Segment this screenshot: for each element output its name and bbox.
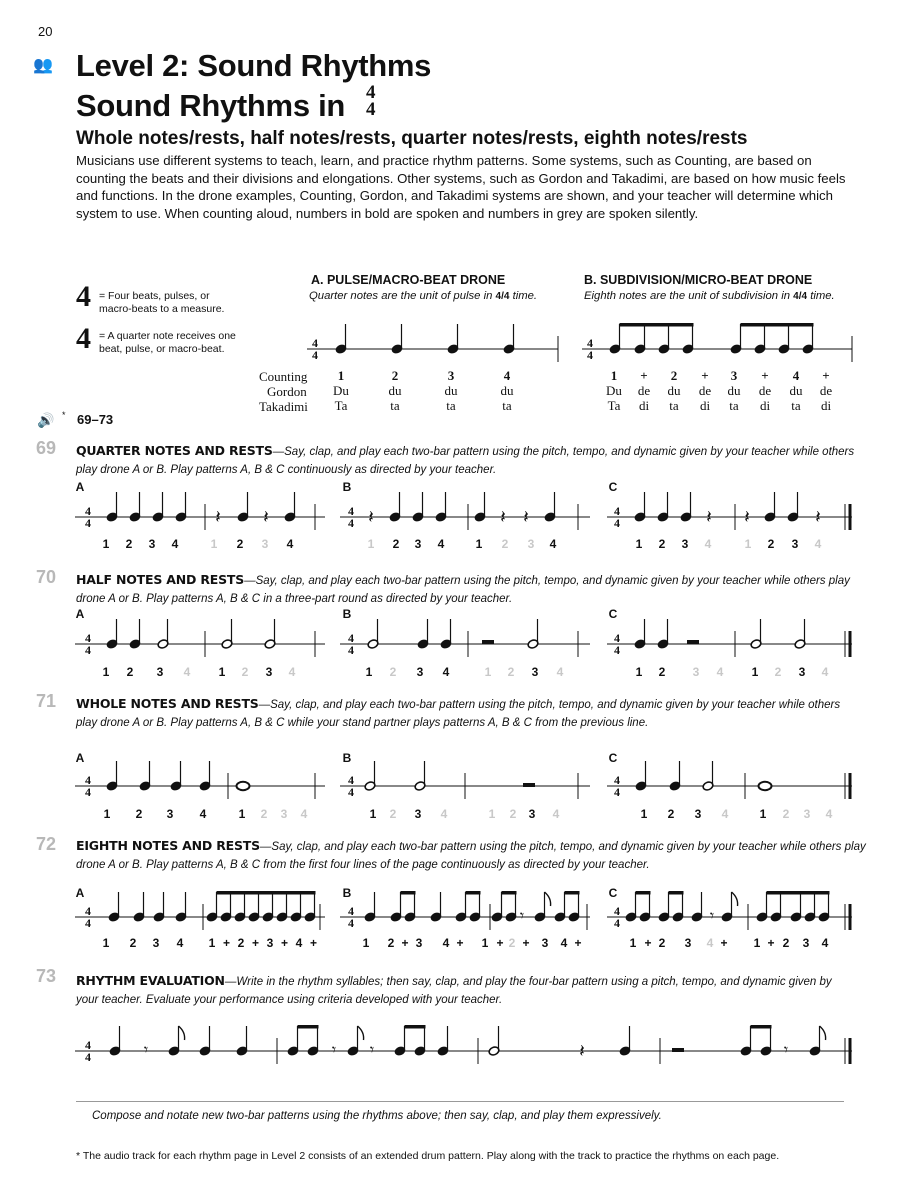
count-label: 3 — [692, 665, 700, 679]
ensemble-icon: 👥 — [33, 57, 53, 74]
drone-b-takadimi: ta — [669, 398, 679, 413]
quarter-rest: 𝄽 — [368, 507, 374, 528]
count-label: 2 — [241, 665, 249, 679]
page-title: Level 2: Sound Rhythms — [76, 48, 432, 83]
count-label: + — [456, 936, 464, 950]
eighth-rest: 𝄾 — [709, 906, 715, 925]
count-label: 1 — [759, 807, 767, 821]
drone-a-count: 3 — [447, 368, 455, 383]
count-label: 2 — [135, 807, 143, 821]
drone-b-takadimi: di — [820, 398, 832, 413]
count-label: 4 — [706, 936, 714, 950]
count-label: 1 — [481, 936, 489, 950]
count-label: 2 — [236, 537, 244, 551]
count-label: 1 — [488, 807, 496, 821]
drone-b-subtitle-text: Eighth notes are the unit of subdivision in — [584, 290, 790, 302]
count-label: + — [280, 936, 289, 950]
time-sig-top: 4 — [614, 904, 620, 918]
audio-footnote-star: * — [62, 410, 66, 420]
drone-a-subtitle-text: Quarter notes are the unit of pulse in — [309, 290, 493, 302]
count-label: 4 — [442, 665, 450, 679]
quarter-rest: 𝄽 — [579, 1041, 585, 1062]
pattern-label: C — [608, 751, 618, 765]
count-label: 2 — [389, 807, 397, 821]
exercise-73-instruction: —Write in the rhythm syllables; then say, clap, and play the four-bar pattern using a pitch, tempo, and dynamic given by your teacher. Evaluate your performance using criteria developed with your teacher. — [76, 976, 832, 1006]
pattern-label: A — [75, 751, 85, 765]
count-label: 2 — [658, 537, 666, 551]
half-rest — [482, 640, 494, 644]
drone-b-count: 1 — [610, 368, 618, 383]
page-number: 20 — [38, 24, 53, 39]
count-label: 4 — [286, 537, 294, 551]
count-label: 2 — [260, 807, 268, 821]
exercise-71-title: WHOLE NOTES AND RESTS — [76, 696, 259, 711]
quarter-rest: 𝄽 — [815, 507, 821, 528]
count-label: 1 — [365, 665, 373, 679]
time-sig-top: 4 — [348, 631, 354, 645]
ts-explain-top-text: = Four beats, pulses, or macro-beats to a measure. — [99, 290, 225, 315]
quarter-rest: 𝄽 — [500, 507, 506, 528]
exercise-71-number: 71 — [36, 691, 57, 711]
compose-divider — [76, 1101, 844, 1102]
count-label: 4 — [825, 807, 833, 821]
count-label: 2 — [126, 665, 134, 679]
beam — [669, 891, 684, 895]
footnote: * The audio track for each rhythm page in Level 2 consists of an extended drum pattern. Play along with the track to practice the rhythms on each page. — [76, 1150, 780, 1162]
count-label: 4 — [171, 537, 179, 551]
time-sig-top: 4 — [587, 336, 593, 350]
count-label: 3 — [791, 537, 799, 551]
drone-b-count: + — [640, 368, 648, 383]
pattern-label: C — [608, 886, 618, 900]
drone-b-count: 3 — [730, 368, 738, 383]
count-label: 3 — [414, 537, 422, 551]
count-label: 3 — [694, 807, 702, 821]
beam — [620, 323, 694, 327]
drone-a-gordon: du — [388, 383, 402, 398]
count-label: 4 — [176, 936, 184, 950]
drone-b-gordon: du — [667, 383, 681, 398]
count-label: 2 — [658, 936, 666, 950]
drone-b-count: + — [822, 368, 830, 383]
count-label: 2 — [129, 936, 137, 950]
count-label: 2 — [237, 936, 245, 950]
count-label: 4 — [300, 807, 308, 821]
time-sig-top: 4 — [312, 336, 318, 350]
count-label: 2 — [509, 807, 517, 821]
count-label: 1 — [475, 537, 483, 551]
exercise-72-title: EIGHTH NOTES AND RESTS — [76, 838, 260, 853]
count-label: 3 — [531, 665, 539, 679]
time-sig-top: 4 — [85, 904, 91, 918]
compose-prompt: Compose and notate new two-bar patterns using the rhythms above; then say, clap, and play them expressively. — [92, 1110, 662, 1122]
time-sig-bottom: 4 — [614, 516, 620, 530]
beam — [565, 891, 580, 895]
exercise-72-number: 72 — [36, 834, 57, 854]
drone-b-gordon: de — [698, 383, 712, 398]
count-label: 3 — [261, 537, 269, 551]
count-label: 1 — [362, 936, 370, 950]
count-label: 1 — [210, 537, 218, 551]
count-label: 1 — [238, 807, 246, 821]
count-label: 4 — [560, 936, 568, 950]
time-sig-bottom: 4 — [348, 785, 354, 799]
count-label: 1 — [102, 936, 110, 950]
count-label: 1 — [629, 936, 637, 950]
time-sig-top: 4 — [348, 773, 354, 787]
count-label: + — [522, 936, 530, 950]
count-label: 2 — [782, 936, 790, 950]
exercise-70-number: 70 — [36, 567, 57, 587]
label-takadimi: Takadimi — [259, 399, 308, 414]
count-label: 3 — [798, 665, 806, 679]
exercise-73-title: RHYTHM EVALUATION — [76, 973, 225, 988]
ts-explain-top-digit: 4 — [76, 280, 91, 313]
count-label: 1 — [369, 807, 377, 821]
pattern-label: B — [342, 480, 352, 494]
time-sig-top: 4 — [85, 631, 91, 645]
beam — [502, 891, 517, 895]
label-gordon: Gordon — [267, 384, 307, 399]
count-label: 2 — [774, 665, 782, 679]
drone-b-gordon: du — [727, 383, 741, 398]
count-label: 2 — [782, 807, 790, 821]
count-label: 3 — [414, 807, 422, 821]
count-label: 1 — [367, 537, 375, 551]
drone-a-count: 4 — [503, 368, 511, 383]
audio-track-range: 69–73 — [77, 412, 114, 427]
label-counting: Counting — [259, 369, 308, 384]
exercise-73-number: 73 — [36, 966, 57, 986]
count-label: 1 — [635, 665, 643, 679]
drone-a-gordon: du — [444, 383, 458, 398]
title-ts-bottom: 4 — [366, 99, 376, 120]
count-label: 1 — [753, 936, 761, 950]
eighth-flag — [358, 1026, 364, 1040]
eighth-flag — [545, 892, 551, 906]
count-label: 4 — [721, 807, 729, 821]
whole-note — [237, 782, 250, 790]
exercise-69-number: 69 — [36, 438, 57, 458]
count-label: 1 — [218, 665, 226, 679]
count-label: 4 — [295, 936, 303, 950]
exercise-71-instruction: —Say, clap, and play each two-bar pattern using the pitch, tempo, and dynamic given by your teacher while others play drone A or B. Play patterns A, B & C while your stand partner plays patterns A, B & C from the previous line. — [76, 699, 841, 729]
count-label: 2 — [389, 665, 397, 679]
time-sig-bottom: 4 — [348, 516, 354, 530]
drone-b-takadimi: Ta — [607, 398, 621, 413]
title-ts-top: 4 — [366, 82, 376, 103]
count-label: 4 — [704, 537, 712, 551]
time-sig-bottom: 4 — [85, 785, 91, 799]
time-sig-bottom: 4 — [85, 643, 91, 657]
time-sig-bottom: 4 — [614, 916, 620, 930]
beam — [751, 1025, 772, 1029]
count-label: + — [251, 936, 260, 950]
eighth-rest: 𝄾 — [783, 1040, 789, 1059]
count-label: 2 — [508, 936, 516, 950]
pattern-label: C — [608, 480, 618, 494]
drone-a-takadimi: ta — [446, 398, 456, 413]
time-sig-top: 4 — [348, 904, 354, 918]
eighth-rest: 𝄾 — [331, 1040, 337, 1059]
count-label: + — [309, 936, 318, 950]
eighth-flag — [732, 892, 738, 906]
drone-b-gordon: Du — [606, 383, 622, 398]
pattern-label: B — [342, 886, 352, 900]
pattern-label: C — [608, 607, 618, 621]
count-label: 2 — [667, 807, 675, 821]
count-label: 3 — [166, 807, 174, 821]
pattern-label: A — [75, 480, 85, 494]
time-sig-bottom: 4 — [85, 916, 91, 930]
time-sig-top: 4 — [85, 504, 91, 518]
count-label: 3 — [803, 807, 811, 821]
eighth-rest: 𝄾 — [143, 1040, 149, 1059]
count-label: 3 — [148, 537, 156, 551]
count-label: 3 — [152, 936, 160, 950]
intro-paragraph: Musicians use different systems to teach, learn, and practice rhythm patterns. Some systems, such as Counting, are based on counting the beats and their divisions and elongations. Other systems, such as Gordon and Takadimi, are based on how music feels and functions. In the drone examples, Counting, Gordon, and Takadimi systems are shown, and your teacher will determine which system to use. When counting aloud, numbers in bold are spoken and numbers in grey are spoken silently. — [76, 153, 846, 221]
time-sig-bottom: 4 — [348, 643, 354, 657]
time-sig-top: 4 — [85, 1038, 91, 1052]
count-label: 4 — [440, 807, 448, 821]
drone-b-subtitle-end: time. — [810, 290, 835, 302]
eighth-flag — [820, 1026, 826, 1040]
beam — [405, 1025, 426, 1029]
time-sig-top: 4 — [614, 773, 620, 787]
time-sig-top: 4 — [614, 631, 620, 645]
pattern-label: B — [342, 751, 352, 765]
drone-b-gordon: de — [819, 383, 833, 398]
drone-b-gordon: de — [758, 383, 772, 398]
pattern-label: A — [75, 886, 85, 900]
drone-b-count: + — [701, 368, 709, 383]
count-label: 1 — [635, 537, 643, 551]
drone-a-title: A. PULSE/MACRO-BEAT DRONE — [311, 273, 506, 287]
page-subtitle: Whole notes/rests, half notes/rests, quarter notes/rests, eighth notes/rests — [76, 128, 748, 149]
count-label: 4 — [183, 665, 191, 679]
beam — [298, 1025, 319, 1029]
count-label: 1 — [208, 936, 216, 950]
eighth-rest: 𝄾 — [519, 906, 525, 925]
exercise-72-instruction: —Say, clap, and play each two-bar pattern using the pitch, tempo, and dynamic given by your teacher while others play drone A or B. Play patterns A, B & C from the first four lines of the page continuously as directed by your teacher. — [76, 841, 866, 871]
count-label: 4 — [552, 807, 560, 821]
drone-b-subtitle: Eighth notes are the unit of subdivision in 4/4 time. — [584, 290, 835, 302]
exercise-70-title: HALF NOTES AND RESTS — [76, 572, 245, 587]
drone-b-takadimi: di — [759, 398, 771, 413]
time-sig-top: 4 — [85, 773, 91, 787]
drone-b-title: B. SUBDIVISION/MICRO-BEAT DRONE — [584, 273, 813, 287]
ts-explain-bottom-text: = A quarter note receives one beat, pulse, or macro-beat. — [99, 330, 236, 355]
quarter-rest: 𝄽 — [263, 507, 269, 528]
count-label: 4 — [199, 807, 207, 821]
time-sig-bottom: 4 — [587, 348, 593, 362]
count-label: 2 — [387, 936, 395, 950]
count-label: 2 — [658, 665, 666, 679]
count-label: 3 — [280, 807, 288, 821]
count-label: 4 — [716, 665, 724, 679]
count-label: + — [401, 936, 409, 950]
drone-a-gordon: du — [500, 383, 514, 398]
count-label: 3 — [527, 537, 535, 551]
quarter-rest: 𝄽 — [523, 507, 529, 528]
time-sig-bottom: 4 — [614, 785, 620, 799]
count-label: + — [644, 936, 652, 950]
drone-b-takadimi: ta — [729, 398, 739, 413]
beam — [401, 891, 416, 895]
count-label: 2 — [507, 665, 515, 679]
quarter-rest: 𝄽 — [215, 507, 221, 528]
count-label: 4 — [288, 665, 296, 679]
eighth-flag — [179, 1026, 185, 1040]
count-label: 4 — [442, 936, 450, 950]
count-label: 3 — [528, 807, 536, 821]
drone-a-takadimi: ta — [390, 398, 400, 413]
time-sig-bottom: 4 — [312, 348, 318, 362]
count-label: 1 — [640, 807, 648, 821]
drone-a-count: 2 — [391, 368, 399, 383]
count-label: 4 — [821, 665, 829, 679]
whole-rest — [672, 1048, 684, 1052]
time-sig-bottom: 4 — [85, 1050, 91, 1064]
drone-a-takadimi: ta — [502, 398, 512, 413]
count-label: 2 — [501, 537, 509, 551]
drone-a-count: 1 — [337, 368, 345, 383]
count-label: 1 — [484, 665, 492, 679]
quarter-rest: 𝄽 — [706, 507, 712, 528]
exercise-69-instruction: —Say, clap, and play each two-bar pattern using the pitch, tempo, and dynamic given by your teacher while others play drone A or B. Play patterns A, B & C continuously as directed by your teacher. — [76, 446, 855, 476]
time-sig-top: 4 — [348, 504, 354, 518]
beam — [217, 891, 316, 895]
count-label: + — [574, 936, 582, 950]
beam — [636, 891, 651, 895]
time-sig-bottom: 4 — [85, 516, 91, 530]
count-label: + — [496, 936, 504, 950]
count-label: 1 — [102, 665, 110, 679]
count-label: + — [720, 936, 728, 950]
beam — [767, 891, 830, 895]
count-label: 3 — [684, 936, 692, 950]
count-label: + — [222, 936, 231, 950]
count-label: 1 — [103, 807, 111, 821]
count-label: 3 — [415, 936, 423, 950]
count-label: 3 — [681, 537, 689, 551]
whole-note — [759, 782, 772, 790]
time-sig-bottom: 4 — [348, 916, 354, 930]
count-label: 3 — [802, 936, 810, 950]
count-label: 1 — [744, 537, 752, 551]
half-rest — [687, 640, 699, 644]
drone-a-subtitle: Quarter notes are the unit of pulse in 4/4 time. — [309, 290, 538, 302]
drone-a-takadimi: Ta — [334, 398, 348, 413]
whole-rest — [523, 783, 535, 787]
exercise-70-instruction: —Say, clap, and play each two-bar pattern using the pitch, tempo, and dynamic given by your teacher while others play drone A or B. Play patterns A, B & C in a three-part round as directed by your teacher. — [76, 575, 850, 605]
drone-a-gordon: Du — [333, 383, 349, 398]
drone-b-takadimi: ta — [791, 398, 801, 413]
pattern-label: A — [75, 607, 85, 621]
eighth-rest: 𝄾 — [369, 1040, 375, 1059]
drone-b-takadimi: di — [638, 398, 650, 413]
count-label: 2 — [767, 537, 775, 551]
count-label: 4 — [549, 537, 557, 551]
time-sig-bottom: 4 — [614, 643, 620, 657]
count-label: 3 — [156, 665, 164, 679]
count-label: + — [767, 936, 775, 950]
drone-b-count: + — [761, 368, 769, 383]
count-label: 4 — [437, 537, 445, 551]
count-label: 3 — [541, 936, 549, 950]
count-label: 4 — [556, 665, 564, 679]
exercise-69-title: QUARTER NOTES AND RESTS — [76, 443, 273, 458]
count-label: 4 — [821, 936, 829, 950]
beam — [741, 323, 814, 327]
count-label: 3 — [265, 665, 273, 679]
count-label: 4 — [814, 537, 822, 551]
drone-b-gordon: de — [637, 383, 651, 398]
drone-b-count: 4 — [792, 368, 800, 383]
beam — [466, 891, 481, 895]
time-sig-top: 4 — [614, 504, 620, 518]
count-label: 2 — [125, 537, 133, 551]
count-label: 1 — [751, 665, 759, 679]
pattern-label: B — [342, 607, 352, 621]
drone-a-subtitle-end: time. — [512, 290, 538, 302]
drone-b-count: 2 — [670, 368, 678, 383]
count-label: 1 — [102, 537, 110, 551]
quarter-rest: 𝄽 — [744, 507, 750, 528]
count-label: 3 — [416, 665, 424, 679]
count-label: 2 — [392, 537, 400, 551]
ts-explain-bottom-digit: 4 — [76, 322, 91, 355]
drone-b-takadimi: di — [699, 398, 711, 413]
count-label: 3 — [266, 936, 274, 950]
page-title-line2: Sound Rhythms in — [76, 88, 346, 123]
drone-b-gordon: du — [789, 383, 803, 398]
speaker-icon[interactable]: 🔊 — [37, 412, 55, 428]
